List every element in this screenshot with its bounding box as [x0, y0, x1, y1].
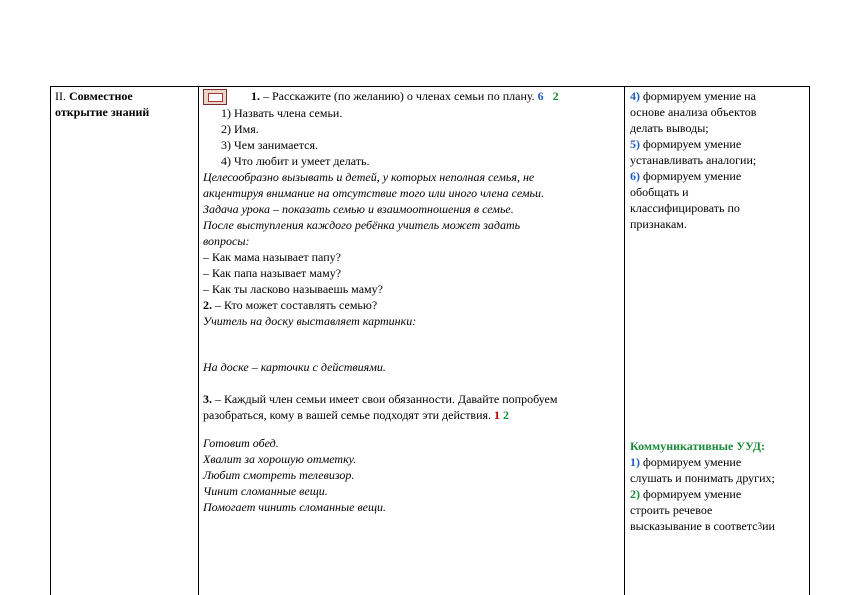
actions-list: [203, 435, 618, 515]
uud-cell: [630, 88, 806, 534]
task2-text: – Кто может составлять семью?: [212, 298, 378, 313]
question-line: – Как ты ласково называешь маму?: [203, 282, 383, 297]
task1-uud-2: 2: [552, 89, 559, 103]
uud-number: 5): [630, 137, 640, 151]
uud-text: высказывание в соответс: [630, 519, 758, 533]
stage-title: [55, 88, 195, 104]
uud-number: 2): [630, 487, 640, 501]
stage-number: II.: [55, 89, 66, 103]
task3-line1: [203, 391, 618, 407]
table-left-border: [50, 86, 51, 595]
board-note: На доске – карточки с действиями.: [203, 360, 386, 375]
page-number: 3: [757, 521, 763, 531]
plan-item: 4) Что любит и умеет делать.: [221, 154, 370, 169]
picture-icon: [203, 89, 227, 105]
uud-item: [630, 88, 806, 104]
uud-item: [630, 168, 806, 184]
uud-text: основе анализа объектов: [630, 105, 757, 119]
task1-line: [203, 88, 618, 105]
task1-label: 1.: [251, 89, 260, 103]
uud-text-tail: ии: [762, 519, 775, 533]
action-card: Помогает чинить сломанные вещи.: [203, 500, 387, 515]
task3-uud-1: 1: [494, 408, 501, 423]
column-divider-1: [198, 86, 199, 595]
task2-note: Учитель на доску выставляет картинки:: [203, 314, 417, 329]
uud-text: формируем умение на: [640, 89, 756, 103]
uud-item: [630, 454, 806, 470]
plan-item: 3) Чем занимается.: [221, 138, 319, 153]
content-cell: [203, 88, 618, 515]
uud-text: строить речевое: [630, 503, 713, 517]
teacher-note-line: После выступления каждого ребёнка учитель может задать: [203, 218, 521, 233]
uud-text-last: [630, 518, 806, 534]
uud-text: делать выводы;: [630, 121, 709, 135]
action-card: Хвалит за хорошую отметку.: [203, 452, 357, 467]
uud-text: классифицировать по: [630, 201, 740, 215]
question-line: – Как мама называет папу?: [203, 250, 341, 265]
uud-text: формируем умение: [640, 455, 742, 469]
table-top-border: [50, 86, 810, 87]
teacher-note-line: Целесообразно вызывать и детей, у которых неполная семья, не: [203, 170, 535, 185]
task3-text1: – Каждый член семьи имеет свои обязанности. Давайте попробуем: [212, 392, 558, 407]
question-line: – Как папа называет маму?: [203, 266, 342, 281]
uud-number: 1): [630, 455, 640, 469]
action-card: Любит смотреть телевизор.: [203, 468, 355, 483]
uud-item: [630, 136, 806, 152]
uud-text: слушать и понимать других;: [630, 471, 775, 485]
communicative-uud-title: Коммуникативные УУД:: [630, 439, 766, 453]
uud-number: 4): [630, 89, 640, 103]
stage-cell: [55, 88, 195, 120]
lesson-table: [50, 86, 810, 595]
task1-uud-6: 6: [537, 89, 544, 103]
table-right-border: [809, 86, 810, 595]
action-card: Чинит сломанные вещи.: [203, 484, 328, 499]
teacher-note-line: вопросы:: [203, 234, 250, 249]
stage-title-line2: открытие знаний: [55, 105, 150, 119]
teacher-note-line: акцентируя внимание на отсутствие того или иного члена семьи.: [203, 186, 544, 201]
uud-number: 6): [630, 169, 640, 183]
uud-text: формируем умение: [640, 169, 742, 183]
uud-item: [630, 486, 806, 502]
task2-line: [203, 297, 618, 313]
teacher-note-line: Задача урока – показать семью и взаимоотношения в семье.: [203, 202, 514, 217]
uud-text: формируем умение: [640, 487, 742, 501]
plan-item: 2) Имя.: [221, 122, 259, 137]
task3-uud-2: 2: [503, 408, 510, 423]
task3-text2: разобраться, кому в вашей семье подходят эти действия.: [203, 408, 492, 423]
task1-text: – Расскажите (по желанию) о членах семьи по плану.: [260, 89, 535, 103]
stage-title-line1: Совместное: [69, 89, 133, 103]
plan-item: 1) Назвать члена семьи.: [221, 106, 343, 121]
uud-text: признакам.: [630, 217, 687, 231]
task2-label: 2.: [203, 298, 212, 313]
column-divider-2: [624, 86, 625, 595]
task3-line2: [203, 407, 618, 423]
uud-text: обобщать и: [630, 185, 689, 199]
action-card: Готовит обед.: [203, 436, 279, 451]
task3-label: 3.: [203, 392, 212, 407]
uud-text: формируем умение: [640, 137, 742, 151]
uud-text: устанавливать аналогии;: [630, 153, 757, 167]
